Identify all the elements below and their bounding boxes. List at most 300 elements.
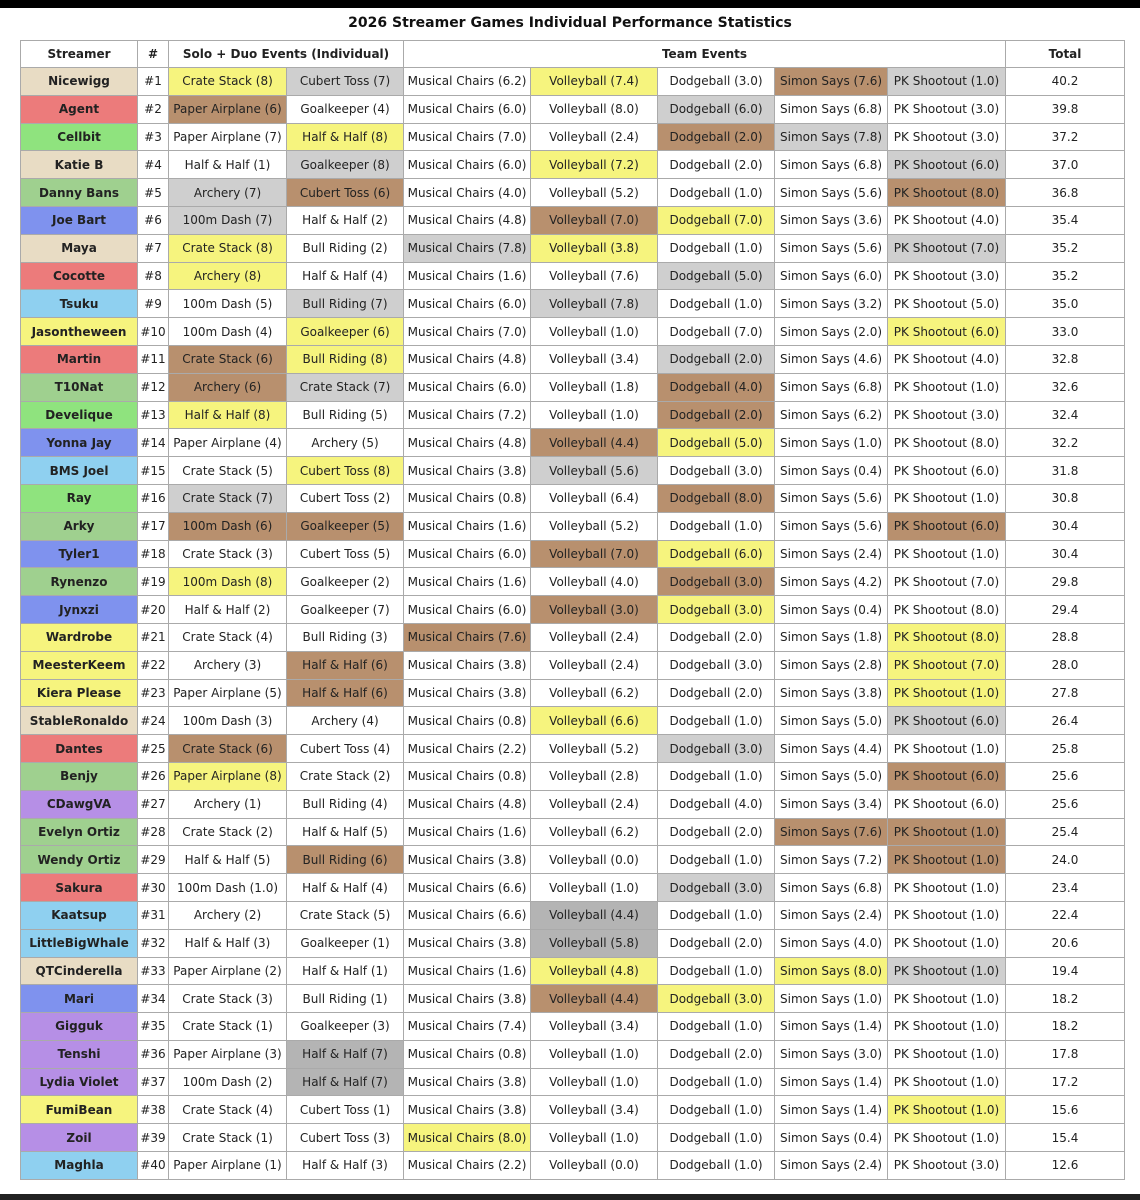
event-cell: PK Shootout (6.0) (888, 318, 1006, 346)
event-cell: Musical Chairs (3.8) (404, 651, 531, 679)
rank-cell: #28 (138, 818, 169, 846)
table-row (21, 373, 1125, 401)
streamer-name: Yonna Jay (21, 429, 138, 457)
event-cell: 100m Dash (3) (169, 707, 287, 735)
total-cell: 32.2 (1006, 429, 1125, 457)
event-cell: Volleyball (7.0) (531, 206, 658, 234)
rank-cell: #39 (138, 1124, 169, 1152)
rank-cell: #36 (138, 1040, 169, 1068)
event-cell: Dodgeball (6.0) (658, 95, 775, 123)
event-cell: Bull Riding (5) (287, 401, 404, 429)
table-row (21, 985, 1125, 1013)
event-cell: Dodgeball (2.0) (658, 401, 775, 429)
event-cell: Volleyball (7.6) (531, 262, 658, 290)
rank-cell: #6 (138, 206, 169, 234)
event-cell: Bull Riding (4) (287, 790, 404, 818)
event-cell: PK Shootout (1.0) (888, 985, 1006, 1013)
table-row (21, 1068, 1125, 1096)
event-cell: Volleyball (3.0) (531, 596, 658, 624)
total-cell: 40.2 (1006, 68, 1125, 96)
event-cell: Musical Chairs (6.0) (404, 95, 531, 123)
total-cell: 15.4 (1006, 1124, 1125, 1152)
event-cell: Dodgeball (1.0) (658, 512, 775, 540)
event-cell: Half & Half (4) (287, 874, 404, 902)
event-cell: Volleyball (6.2) (531, 818, 658, 846)
event-cell: PK Shootout (6.0) (888, 512, 1006, 540)
event-cell: Half & Half (7) (287, 1068, 404, 1096)
event-cell: PK Shootout (8.0) (888, 429, 1006, 457)
total-cell: 29.8 (1006, 568, 1125, 596)
event-cell: Dodgeball (8.0) (658, 484, 775, 512)
event-cell: Simon Says (7.8) (775, 123, 888, 151)
event-cell: Dodgeball (2.0) (658, 1040, 775, 1068)
total-cell: 17.2 (1006, 1068, 1125, 1096)
event-cell: Bull Riding (7) (287, 290, 404, 318)
event-cell: Simon Says (8.0) (775, 957, 888, 985)
event-cell: Bull Riding (3) (287, 623, 404, 651)
rank-cell: #29 (138, 846, 169, 874)
table-row (21, 1124, 1125, 1152)
event-cell: Crate Stack (3) (169, 985, 287, 1013)
event-cell: PK Shootout (1.0) (888, 1068, 1006, 1096)
table-row (21, 262, 1125, 290)
event-cell: Goalkeeper (7) (287, 596, 404, 624)
event-cell: Simon Says (0.4) (775, 457, 888, 485)
event-cell: Simon Says (3.2) (775, 290, 888, 318)
streamer-name: BMS Joel (21, 457, 138, 485)
event-cell: Musical Chairs (3.8) (404, 457, 531, 485)
event-cell: Musical Chairs (6.6) (404, 901, 531, 929)
event-cell: Bull Riding (2) (287, 234, 404, 262)
event-cell: Simon Says (5.6) (775, 179, 888, 207)
total-cell: 22.4 (1006, 901, 1125, 929)
event-cell: Crate Stack (7) (169, 484, 287, 512)
rank-cell: #32 (138, 929, 169, 957)
event-cell: Dodgeball (1.0) (658, 1152, 775, 1180)
rank-cell: #15 (138, 457, 169, 485)
table-row (21, 762, 1125, 790)
rank-cell: #11 (138, 345, 169, 373)
event-cell: Paper Airplane (8) (169, 762, 287, 790)
streamer-name: Jasontheween (21, 318, 138, 346)
event-cell: PK Shootout (8.0) (888, 179, 1006, 207)
event-cell: Volleyball (5.2) (531, 512, 658, 540)
table-row (21, 512, 1125, 540)
total-cell: 35.2 (1006, 234, 1125, 262)
event-cell: Musical Chairs (6.0) (404, 540, 531, 568)
header-solo-events: Solo + Duo Events (Individual) (169, 41, 404, 68)
table-row (21, 846, 1125, 874)
event-cell: Archery (3) (169, 651, 287, 679)
event-cell: Volleyball (2.4) (531, 123, 658, 151)
rank-cell: #5 (138, 179, 169, 207)
event-cell: Dodgeball (2.0) (658, 679, 775, 707)
event-cell: Dodgeball (3.0) (658, 596, 775, 624)
streamer-name: StableRonaldo (21, 707, 138, 735)
event-cell: Crate Stack (1) (169, 1013, 287, 1041)
rank-cell: #30 (138, 874, 169, 902)
event-cell: Dodgeball (1.0) (658, 234, 775, 262)
event-cell: Dodgeball (1.0) (658, 707, 775, 735)
event-cell: Volleyball (4.4) (531, 429, 658, 457)
event-cell: Dodgeball (1.0) (658, 290, 775, 318)
event-cell: Dodgeball (1.0) (658, 1068, 775, 1096)
event-cell: Musical Chairs (2.2) (404, 1152, 531, 1180)
event-cell: Archery (2) (169, 901, 287, 929)
event-cell: Musical Chairs (6.2) (404, 68, 531, 96)
event-cell: Volleyball (6.4) (531, 484, 658, 512)
event-cell: Simon Says (5.0) (775, 762, 888, 790)
rank-cell: #16 (138, 484, 169, 512)
event-cell: PK Shootout (1.0) (888, 818, 1006, 846)
event-cell: Archery (1) (169, 790, 287, 818)
table-row (21, 206, 1125, 234)
table-row (21, 151, 1125, 179)
event-cell: Volleyball (6.2) (531, 679, 658, 707)
event-cell: Simon Says (6.8) (775, 95, 888, 123)
total-cell: 35.0 (1006, 290, 1125, 318)
event-cell: Dodgeball (2.0) (658, 818, 775, 846)
event-cell: Crate Stack (8) (169, 234, 287, 262)
event-cell: Cubert Toss (3) (287, 1124, 404, 1152)
event-cell: Paper Airplane (4) (169, 429, 287, 457)
event-cell: Musical Chairs (7.2) (404, 401, 531, 429)
event-cell: Musical Chairs (3.8) (404, 846, 531, 874)
event-cell: Musical Chairs (1.6) (404, 512, 531, 540)
header-row (21, 41, 1125, 68)
event-cell: PK Shootout (8.0) (888, 596, 1006, 624)
top-border (0, 0, 1140, 8)
event-cell: Simon Says (2.4) (775, 1152, 888, 1180)
event-cell: Musical Chairs (3.8) (404, 985, 531, 1013)
streamer-name: T10Nat (21, 373, 138, 401)
rank-cell: #33 (138, 957, 169, 985)
event-cell: Paper Airplane (3) (169, 1040, 287, 1068)
event-cell: Musical Chairs (4.8) (404, 429, 531, 457)
rank-cell: #4 (138, 151, 169, 179)
event-cell: Crate Stack (4) (169, 1096, 287, 1124)
event-cell: Archery (6) (169, 373, 287, 401)
streamer-name: Sakura (21, 874, 138, 902)
streamer-name: Joe Bart (21, 206, 138, 234)
table-row (21, 429, 1125, 457)
streamer-name: FumiBean (21, 1096, 138, 1124)
table-body (21, 68, 1125, 1180)
total-cell: 20.6 (1006, 929, 1125, 957)
table-row (21, 929, 1125, 957)
event-cell: PK Shootout (1.0) (888, 735, 1006, 763)
event-cell: Half & Half (3) (169, 929, 287, 957)
event-cell: Dodgeball (1.0) (658, 179, 775, 207)
event-cell: Simon Says (5.0) (775, 707, 888, 735)
event-cell: PK Shootout (1.0) (888, 1096, 1006, 1124)
streamer-name: Danny Bans (21, 179, 138, 207)
event-cell: Volleyball (5.2) (531, 735, 658, 763)
event-cell: Simon Says (7.2) (775, 846, 888, 874)
event-cell: Volleyball (5.8) (531, 929, 658, 957)
event-cell: Volleyball (0.0) (531, 846, 658, 874)
table-row (21, 1152, 1125, 1180)
total-cell: 39.8 (1006, 95, 1125, 123)
total-cell: 12.6 (1006, 1152, 1125, 1180)
event-cell: Goalkeeper (5) (287, 512, 404, 540)
event-cell: Dodgeball (1.0) (658, 1096, 775, 1124)
event-cell: Musical Chairs (4.0) (404, 179, 531, 207)
event-cell: Dodgeball (2.0) (658, 123, 775, 151)
event-cell: Cubert Toss (4) (287, 735, 404, 763)
total-cell: 17.8 (1006, 1040, 1125, 1068)
event-cell: PK Shootout (4.0) (888, 345, 1006, 373)
event-cell: Musical Chairs (8.0) (404, 1124, 531, 1152)
streamer-name: Agent (21, 95, 138, 123)
event-cell: 100m Dash (2) (169, 1068, 287, 1096)
event-cell: Paper Airplane (7) (169, 123, 287, 151)
event-cell: Musical Chairs (3.8) (404, 929, 531, 957)
page-title: 2026 Streamer Games Individual Performance Statistics (348, 15, 792, 31)
total-cell: 28.0 (1006, 651, 1125, 679)
rank-cell: #7 (138, 234, 169, 262)
event-cell: Simon Says (0.4) (775, 596, 888, 624)
event-cell: Musical Chairs (0.8) (404, 484, 531, 512)
event-cell: Volleyball (7.8) (531, 290, 658, 318)
event-cell: 100m Dash (7) (169, 206, 287, 234)
event-cell: Simon Says (1.4) (775, 1068, 888, 1096)
event-cell: Volleyball (7.0) (531, 540, 658, 568)
event-cell: Dodgeball (1.0) (658, 957, 775, 985)
event-cell: PK Shootout (1.0) (888, 679, 1006, 707)
streamer-name: Benjy (21, 762, 138, 790)
rank-cell: #31 (138, 901, 169, 929)
event-cell: Volleyball (7.2) (531, 151, 658, 179)
event-cell: PK Shootout (7.0) (888, 651, 1006, 679)
table-row (21, 318, 1125, 346)
event-cell: Crate Stack (7) (287, 373, 404, 401)
event-cell: Dodgeball (3.0) (658, 651, 775, 679)
total-cell: 25.6 (1006, 790, 1125, 818)
event-cell: Paper Airplane (6) (169, 95, 287, 123)
streamer-name: MeesterKeem (21, 651, 138, 679)
rank-cell: #21 (138, 623, 169, 651)
streamer-name: Katie B (21, 151, 138, 179)
event-cell: Simon Says (2.4) (775, 540, 888, 568)
streamer-name: Maghla (21, 1152, 138, 1180)
rank-cell: #23 (138, 679, 169, 707)
event-cell: Musical Chairs (4.8) (404, 790, 531, 818)
table-row (21, 401, 1125, 429)
event-cell: PK Shootout (1.0) (888, 901, 1006, 929)
event-cell: 100m Dash (1.0) (169, 874, 287, 902)
rank-cell: #8 (138, 262, 169, 290)
event-cell: Half & Half (2) (287, 206, 404, 234)
table-row (21, 679, 1125, 707)
event-cell: Dodgeball (4.0) (658, 790, 775, 818)
event-cell: PK Shootout (3.0) (888, 95, 1006, 123)
event-cell: Volleyball (2.4) (531, 623, 658, 651)
event-cell: Volleyball (1.0) (531, 1124, 658, 1152)
event-cell: Paper Airplane (1) (169, 1152, 287, 1180)
event-cell: Bull Riding (8) (287, 345, 404, 373)
event-cell: PK Shootout (1.0) (888, 373, 1006, 401)
event-cell: Volleyball (5.6) (531, 457, 658, 485)
event-cell: Volleyball (1.0) (531, 1040, 658, 1068)
event-cell: Simon Says (4.2) (775, 568, 888, 596)
table-row (21, 790, 1125, 818)
table-row (21, 651, 1125, 679)
total-cell: 32.4 (1006, 401, 1125, 429)
event-cell: Dodgeball (2.0) (658, 345, 775, 373)
rank-cell: #12 (138, 373, 169, 401)
event-cell: PK Shootout (7.0) (888, 234, 1006, 262)
event-cell: Dodgeball (1.0) (658, 901, 775, 929)
table-row (21, 123, 1125, 151)
streamer-name: Develique (21, 401, 138, 429)
rank-cell: #40 (138, 1152, 169, 1180)
table-row (21, 1040, 1125, 1068)
event-cell: Simon Says (3.0) (775, 1040, 888, 1068)
event-cell: Cubert Toss (1) (287, 1096, 404, 1124)
streamer-name: Nicewigg (21, 68, 138, 96)
event-cell: PK Shootout (6.0) (888, 457, 1006, 485)
event-cell: Simon Says (6.2) (775, 401, 888, 429)
event-cell: Volleyball (1.0) (531, 1068, 658, 1096)
streamer-name: Zoil (21, 1124, 138, 1152)
table-row (21, 234, 1125, 262)
event-cell: Simon Says (6.8) (775, 874, 888, 902)
event-cell: Volleyball (0.0) (531, 1152, 658, 1180)
streamer-name: Kaatsup (21, 901, 138, 929)
event-cell: Musical Chairs (7.4) (404, 1013, 531, 1041)
event-cell: PK Shootout (1.0) (888, 957, 1006, 985)
event-cell: Musical Chairs (1.6) (404, 568, 531, 596)
streamer-name: Rynenzo (21, 568, 138, 596)
event-cell: Cubert Toss (5) (287, 540, 404, 568)
total-cell: 25.8 (1006, 735, 1125, 763)
table-row (21, 457, 1125, 485)
total-cell: 32.8 (1006, 345, 1125, 373)
event-cell: Half & Half (1) (169, 151, 287, 179)
event-cell: Volleyball (4.4) (531, 985, 658, 1013)
event-cell: Half & Half (7) (287, 1040, 404, 1068)
event-cell: Musical Chairs (4.8) (404, 345, 531, 373)
event-cell: PK Shootout (6.0) (888, 790, 1006, 818)
total-cell: 27.8 (1006, 679, 1125, 707)
event-cell: Simon Says (6.0) (775, 262, 888, 290)
header-total: Total (1006, 41, 1125, 68)
rank-cell: #24 (138, 707, 169, 735)
event-cell: Dodgeball (1.0) (658, 1013, 775, 1041)
event-cell: Crate Stack (6) (169, 345, 287, 373)
event-cell: Dodgeball (6.0) (658, 540, 775, 568)
event-cell: Volleyball (8.0) (531, 95, 658, 123)
total-cell: 33.0 (1006, 318, 1125, 346)
streamer-name: CDawgVA (21, 790, 138, 818)
event-cell: Musical Chairs (1.6) (404, 818, 531, 846)
event-cell: Simon Says (1.8) (775, 623, 888, 651)
streamer-name: Wendy Ortiz (21, 846, 138, 874)
table-row (21, 735, 1125, 763)
total-cell: 37.0 (1006, 151, 1125, 179)
total-cell: 19.4 (1006, 957, 1125, 985)
event-cell: Musical Chairs (0.8) (404, 762, 531, 790)
event-cell: Half & Half (8) (287, 123, 404, 151)
event-cell: PK Shootout (1.0) (888, 1124, 1006, 1152)
streamer-name: QTCinderella (21, 957, 138, 985)
event-cell: PK Shootout (1.0) (888, 1040, 1006, 1068)
event-cell: Volleyball (2.8) (531, 762, 658, 790)
event-cell: Musical Chairs (7.6) (404, 623, 531, 651)
streamer-name: Evelyn Ortiz (21, 818, 138, 846)
table-row (21, 179, 1125, 207)
table-row (21, 484, 1125, 512)
event-cell: Volleyball (3.4) (531, 1096, 658, 1124)
rank-cell: #37 (138, 1068, 169, 1096)
event-cell: Dodgeball (5.0) (658, 262, 775, 290)
event-cell: Simon Says (5.6) (775, 512, 888, 540)
table-row (21, 95, 1125, 123)
rank-cell: #27 (138, 790, 169, 818)
event-cell: Simon Says (4.0) (775, 929, 888, 957)
event-cell: Crate Stack (6) (169, 735, 287, 763)
event-cell: Goalkeeper (1) (287, 929, 404, 957)
event-cell: PK Shootout (7.0) (888, 568, 1006, 596)
streamer-name: Gigguk (21, 1013, 138, 1041)
header-streamer: Streamer (21, 41, 138, 68)
rank-cell: #13 (138, 401, 169, 429)
event-cell: Dodgeball (3.0) (658, 985, 775, 1013)
event-cell: PK Shootout (3.0) (888, 262, 1006, 290)
event-cell: Half & Half (3) (287, 1152, 404, 1180)
event-cell: Crate Stack (2) (287, 762, 404, 790)
event-cell: PK Shootout (1.0) (888, 846, 1006, 874)
streamer-name: Dantes (21, 735, 138, 763)
table-row (21, 818, 1125, 846)
event-cell: Musical Chairs (3.8) (404, 1096, 531, 1124)
event-cell: Volleyball (2.4) (531, 790, 658, 818)
event-cell: Bull Riding (1) (287, 985, 404, 1013)
event-cell: PK Shootout (3.0) (888, 123, 1006, 151)
event-cell: Volleyball (1.0) (531, 318, 658, 346)
event-cell: Simon Says (2.0) (775, 318, 888, 346)
event-cell: PK Shootout (1.0) (888, 540, 1006, 568)
rank-cell: #10 (138, 318, 169, 346)
streamer-name: Tenshi (21, 1040, 138, 1068)
streamer-name: Wardrobe (21, 623, 138, 651)
streamer-name: LittleBigWhale (21, 929, 138, 957)
rank-cell: #14 (138, 429, 169, 457)
event-cell: Volleyball (4.0) (531, 568, 658, 596)
rank-cell: #22 (138, 651, 169, 679)
total-cell: 18.2 (1006, 985, 1125, 1013)
total-cell: 18.2 (1006, 1013, 1125, 1041)
event-cell: Musical Chairs (3.8) (404, 679, 531, 707)
event-cell: Crate Stack (4) (169, 623, 287, 651)
event-cell: Musical Chairs (6.0) (404, 151, 531, 179)
event-cell: Simon Says (1.0) (775, 429, 888, 457)
rank-cell: #3 (138, 123, 169, 151)
table-row (21, 345, 1125, 373)
total-cell: 32.6 (1006, 373, 1125, 401)
event-cell: 100m Dash (5) (169, 290, 287, 318)
total-cell: 23.4 (1006, 874, 1125, 902)
rank-cell: #9 (138, 290, 169, 318)
event-cell: Dodgeball (2.0) (658, 151, 775, 179)
bottom-border (0, 1194, 1140, 1200)
streamer-name: Mari (21, 985, 138, 1013)
stats-table (20, 40, 1125, 1180)
event-cell: Dodgeball (2.0) (658, 623, 775, 651)
event-cell: Simon Says (2.8) (775, 651, 888, 679)
streamer-name: Lydia Violet (21, 1068, 138, 1096)
